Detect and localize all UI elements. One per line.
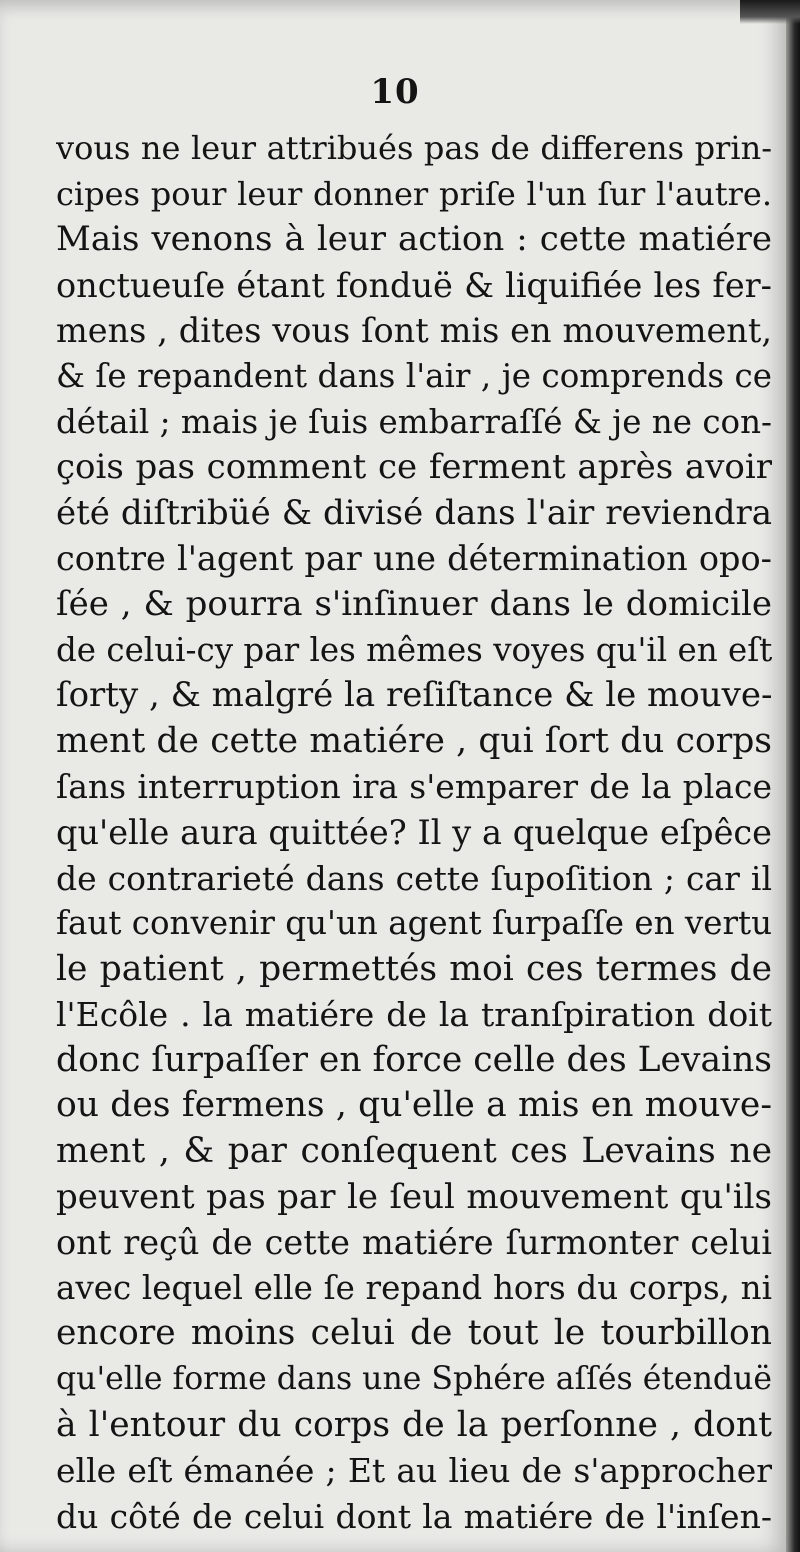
text-line: de contrarieté dans cette ſupoſition ; car il [56,858,772,898]
text-line: ment de cette matiére , qui ſort du corps [56,720,772,761]
text-line: Mais venons à leur action : cette matiére [56,219,772,260]
text-line: l'Ecôle . la matiére de la tranſpiration doit [56,995,772,1035]
text-line: faut convenir qu'un agent ſurpaſſe en vertu [56,904,772,943]
text-line: détail ; mais je ſuis embarraſſé & je ne con- [56,402,772,441]
text-line: peuvent pas par le ſeul mouvement qu'ils [56,1176,772,1217]
body-text [56,126,772,1539]
text-line: ou des fermens , qu'elle a mis en mouve- [56,1085,772,1126]
text-line: du côté de celui dont la matiére de l'inſen- [56,1496,772,1536]
text-line: contre l'agent par une détermination opo- [56,539,772,579]
text-line: été diſtribüé & divisé dans l'air reviendra [56,492,772,533]
text-line: donc ſurpaſſer en force celle des Levains [56,1039,772,1080]
text-line: avec lequel elle ſe repand hors du corps, ni [56,1268,772,1307]
text-line: ont reçû de cette matiére ſurmonter celui [56,1223,772,1263]
text-line: à l'entour du corps de la perſonne , dont [56,1404,772,1445]
text-line: mens , dites vous ſont mis en mouvement, [56,311,772,351]
page-number: 10 [370,72,420,112]
page-corner-shadow [740,0,800,24]
page-edge-shadow [786,0,800,1552]
text-line: onctueuſe étant fonduë & liquifiée les fer- [56,265,772,305]
text-line: le patient , permettés moi ces termes de [56,948,772,989]
text-line: encore moins celui de tout le tourbillon [56,1313,772,1354]
text-line: çois pas comment ce ferment après avoir [56,447,772,488]
text-line: de celui-cy par les mêmes voyes qu'il en eſt [56,630,772,669]
text-line: qu'elle forme dans une Sphére aſſés étenduë [56,1361,772,1398]
text-line: ſans interruption ira s'emparer de la place [56,767,772,807]
text-line: qu'elle aura quittée? Il y a quelque eſpêce [56,812,772,852]
text-line: & ſe repandent dans l'air , je comprends ce [56,356,772,395]
text-line: cipes pour leur donner priſe l'un ſur l'autre. [56,174,772,213]
text-line: elle eſt émanée ; Et au lieu de s'approcher [56,1451,772,1491]
text-line: ment , & par conſequent ces Levains ne [56,1131,772,1172]
text-line: ſée , & pourra s'inſinuer dans le domicile [56,583,772,624]
text-line: vous ne leur attribués pas de differens prin- [56,129,772,167]
text-line: ſorty , & malgré la reſiſtance & le mouve- [56,675,772,716]
